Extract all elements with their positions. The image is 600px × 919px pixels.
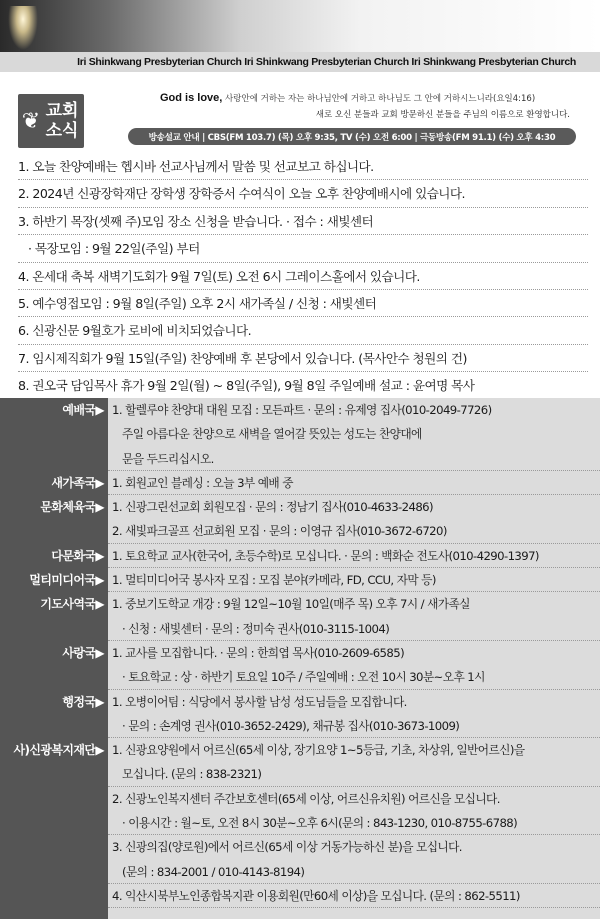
department-row xyxy=(0,738,600,762)
notice-list xyxy=(18,153,588,400)
department-label: 다문화국▶ xyxy=(51,548,104,563)
church-name-bar xyxy=(0,52,600,72)
department-row xyxy=(0,811,600,835)
department-content: 1. 멀티미디어국 봉사자 모집 : 모집 분야(카메라, FD, CCU, 자막 등) xyxy=(112,573,436,588)
department-content: 3. 신광의집(양로원)에서 어르신(65세 이상 거동가능하신 분)을 모십니다. xyxy=(112,840,462,855)
department-label: 기도사역국▶ xyxy=(40,597,104,612)
department-label: 멀티미디어국▶ xyxy=(29,573,104,588)
notice-item: 4. 온세대 축복 새벽기도회가 9월 7일(토) 오전 6시 그레이스홀에서 있습니다. xyxy=(18,263,588,290)
department-news xyxy=(0,398,600,919)
candle-image xyxy=(8,6,38,50)
church-name: Iri Shinkwang Presbyterian Church Iri Shinkwang Presbyterian Church Iri Shinkwang Presbyterian Church xyxy=(77,56,576,68)
department-row xyxy=(0,422,600,446)
notice-item: · 목장모임 : 9월 22일(주일) 부터 xyxy=(18,235,588,262)
notice-item: 2. 2024년 신광장학재단 장학생 장학증서 수여식이 오늘 오후 찬양예배시에 있습니다. xyxy=(18,180,588,207)
department-row xyxy=(0,690,600,714)
department-content: 1. 토요학교 교사(한국어, 초등수학)로 모십니다. · 문의 : 백화순 전도사(010-4290-1397) xyxy=(112,548,539,563)
department-content: (문의 : 834-2001 / 010-4143-8194) xyxy=(122,864,305,879)
department-row xyxy=(0,884,600,908)
department-row xyxy=(0,471,600,495)
department-row xyxy=(0,641,600,665)
department-row xyxy=(0,762,600,786)
department-row xyxy=(0,787,600,811)
department-row xyxy=(0,714,600,738)
church-news-badge xyxy=(18,94,84,148)
motto-rest: 사랑안에 거하는 자는 하나님안에 거하고 하나님도 그 안에 거하시느니라(요일4:16) xyxy=(222,94,536,104)
leaf-icon: ❦ xyxy=(21,108,41,134)
department-content: · 토요학교 : 상 · 하반기 토요일 10주 / 주일예배 : 오전 10시 30분~오후 1시 xyxy=(122,670,485,685)
badge-title: 교회 소식 xyxy=(45,101,79,141)
department-content: 문을 두드리십시오. xyxy=(122,451,214,466)
notice-item: 5. 예수영접모임 : 9월 8일(주일) 오후 2시 새가족실 / 신청 : 새빛센터 xyxy=(18,290,588,317)
department-row xyxy=(0,617,600,641)
department-row xyxy=(0,519,600,543)
department-rows xyxy=(0,398,600,908)
notice-item: 3. 하반기 목장(셋째 주)모임 장소 신청을 받습니다. · 접수 : 새빛센터 xyxy=(18,208,588,235)
department-row xyxy=(0,860,600,884)
motto-strong: God is love, xyxy=(160,92,223,104)
motto-verse xyxy=(160,92,535,104)
department-content: 모십니다. (문의 : 838-2321) xyxy=(122,767,262,782)
department-row xyxy=(0,665,600,689)
broadcast-info: 방송설교 안내 | CBS(FM 103.7) (목) 오후 9:35, TV (수) 오전 6:00 | 극동방송(FM 91.1) (수) 오후 4:30 xyxy=(128,128,576,145)
department-row xyxy=(0,398,600,422)
department-row xyxy=(0,447,600,471)
department-content: 1. 교사를 모집합니다. · 문의 : 한희엽 목사(010-2609-6585) xyxy=(112,645,405,660)
department-content: 2. 새빛파크골프 선교회원 모집 · 문의 : 이영규 집사(010-3672-6720) xyxy=(112,524,447,539)
department-label: 사)신광복지재단▶ xyxy=(13,743,104,758)
department-label: 행정국▶ xyxy=(62,694,104,709)
department-row xyxy=(0,835,600,859)
department-row xyxy=(0,592,600,616)
department-label: 문화체육국▶ xyxy=(40,500,104,515)
department-content: 2. 신광노인복지센터 주간보호센터(65세 이상, 어르신유치원) 어르신을 모십니다. xyxy=(112,791,500,806)
department-label: 예배국▶ xyxy=(62,403,104,417)
department-content: 1. 신광그린선교회 회원모집 · 문의 : 정남기 집사(010-4633-2486) xyxy=(112,500,433,515)
news-header xyxy=(0,84,600,152)
department-content: 1. 신광요양원에서 어르신(65세 이상, 장기요양 1~5등급, 기초, 차상위, 일반어르신)을 xyxy=(112,743,525,758)
department-content: · 문의 : 손계영 권사(010-3652-2429), 채규봉 집사(010-3673-1009) xyxy=(122,718,460,733)
department-row xyxy=(0,495,600,519)
department-content: · 이용시간 : 월~토, 오전 8시 30분~오후 6시(문의 : 843-1230, 010-8755-6788) xyxy=(122,816,518,831)
notice-item: 6. 신광신문 9월호가 로비에 비치되었습니다. xyxy=(18,317,588,344)
notice-item: 8. 권오국 담임목사 휴가 9월 2일(월) ~ 8일(주일), 9월 8일 주일예배 설교 : 윤여명 목사 xyxy=(18,372,588,399)
department-content: 주일 아름다운 찬양으로 새벽을 열어갈 뜻있는 성도는 찬양대에 xyxy=(122,427,422,442)
department-content: 4. 익산시북부노인종합복지관 이용회원(만60세 이상)을 모십니다. (문의 : 862-5511) xyxy=(112,888,520,903)
department-content: 1. 중보기도학교 개강 : 9월 12일~10월 10일(매주 목) 오후 7시 / 새가족실 xyxy=(112,597,470,612)
top-banner xyxy=(0,0,600,52)
department-label: 새가족국▶ xyxy=(51,475,104,490)
department-content: 1. 회원교인 블레싱 : 오늘 3부 예배 중 xyxy=(112,475,293,490)
notice-item: 1. 오늘 찬양예배는 헵시바 선교사님께서 말씀 및 선교보고 하십니다. xyxy=(18,153,588,180)
department-content: · 신청 : 새빛센터 · 문의 : 정미숙 권사(010-3115-1004) xyxy=(122,621,390,636)
department-label: 사랑국▶ xyxy=(62,645,104,660)
welcome-message: 새로 오신 분들과 교회 방문하신 분들을 주님의 이름으로 환영합니다. xyxy=(315,110,570,120)
department-content: 1. 오병이어팀 : 식당에서 봉사할 남성 성도님들을 모집합니다. xyxy=(112,694,407,709)
row-divider xyxy=(108,907,600,908)
department-content: 1. 할렐루야 찬양대 대원 모집 : 모든파트 · 문의 : 유제영 집사(010-2049-7726) xyxy=(112,403,492,417)
department-row xyxy=(0,544,600,568)
notice-item: 7. 임시제직회가 9월 15일(주일) 찬양예배 후 본당에서 있습니다. (목사안수 청원의 건) xyxy=(18,345,588,372)
department-row xyxy=(0,568,600,592)
